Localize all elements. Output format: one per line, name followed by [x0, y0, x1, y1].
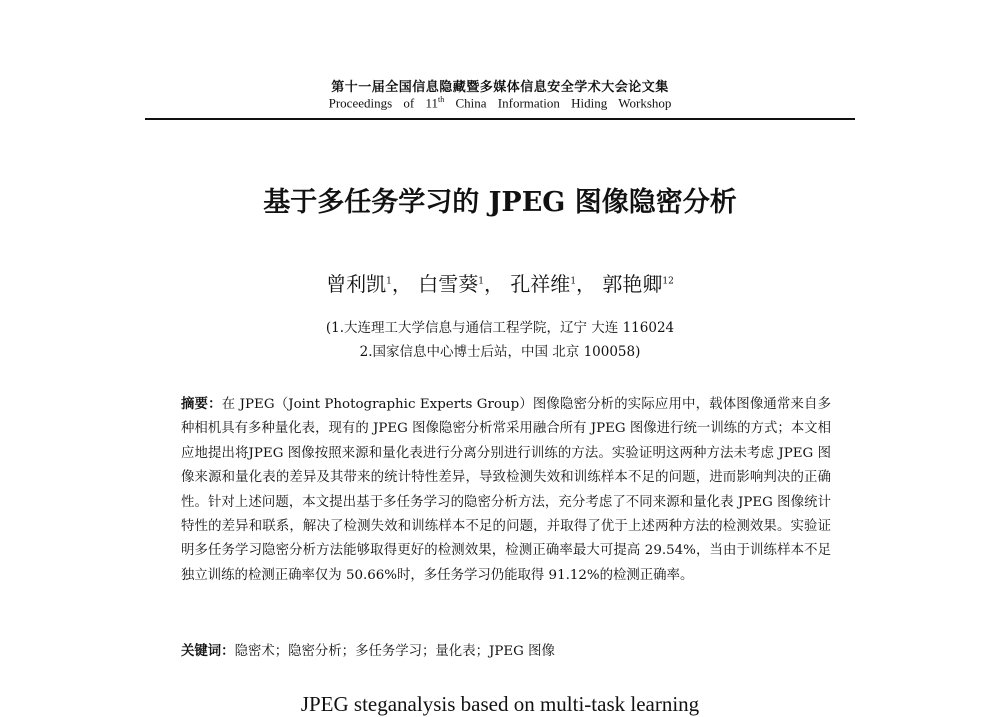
affiliation-1: (1.大连理工大学信息与通信工程学院，辽宁 大连 116024 — [325, 320, 675, 336]
ordinal-suffix: th — [438, 95, 445, 104]
author-name: 白雪葵 — [418, 272, 479, 296]
author-affiliation-mark: 12 — [662, 276, 674, 287]
keywords — [181, 640, 831, 659]
paper-title: 基于多任务学习的 JPEG 图像隐密分析 — [263, 187, 737, 218]
author-separator: ， — [391, 272, 412, 296]
author-affiliation-mark: 1 — [386, 276, 392, 287]
author-name: 郭艳卿 — [602, 272, 663, 296]
author-name: 曾利凯 — [326, 272, 387, 296]
proceedings-suffix: China Information Hiding Workshop — [444, 95, 672, 111]
author-name: 孔祥维 — [510, 272, 571, 296]
author-separator: ， — [483, 272, 504, 296]
abstract-label: 摘要： — [181, 396, 222, 412]
author-affiliation-mark: 1 — [570, 276, 577, 287]
proceedings-header-cn: 第十一届全国信息隐藏暨多媒体信息安全学术大会论文集 — [331, 80, 669, 95]
english-title: JPEG steganalysis based on multi-task learning — [300, 692, 700, 716]
abstract-text: 在 JPEG（Joint Photographic Experts Group）图像隐密分析的实际应用中，载体图像通常来自多种相机具有多种量化表，现有的 JPEG 图像隐密分析常采用融合所有 JPEG 图像进行统一训练的方式；本文相应地提出将JPEG 图像按照来源和量化表进行分离分别进行训练的方法。实验证明这两种方法未考虑 JPEG 图像来源和量化表的差异及其带来的统计特性差异，导致检测失效和训练样本不足的问题，进而影响判决的正确性。针对上述问题，本文提出基于多任务学习的隐密分析方法，充分考虑了不同来源和量化表 JPEG 图像统计特性的差异和联系，解决了检测失效和训练样本不足的问题，并取得了优于上述两种方法的检测效果。实验证明多任务学习隐密分析方法能够取得更好的检测效果，检测正确率最大可提高 29.54%，当由于训练样本不足独立训练的检测正确率仅为 50.66%时，多任务学习仍能取得 91.12%的检测正确率。 — [181, 397, 832, 583]
proceedings-prefix: Proceedings of 11 — [328, 95, 438, 111]
author-separator: ， — [576, 272, 597, 296]
author-affiliation-mark: 1 — [478, 276, 484, 287]
author-list — [0, 268, 1000, 297]
abstract — [181, 392, 831, 588]
keywords-label: 关键词： — [181, 643, 235, 659]
header-rule — [145, 118, 855, 120]
keywords-text: 隐密术；隐密分析；多任务学习；量化表；JPEG 图像 — [234, 644, 555, 659]
affiliation-2: 2.国家信息中心博士后站，中国 北京 100058) — [359, 344, 641, 360]
proceedings-header-en — [0, 95, 1000, 111]
